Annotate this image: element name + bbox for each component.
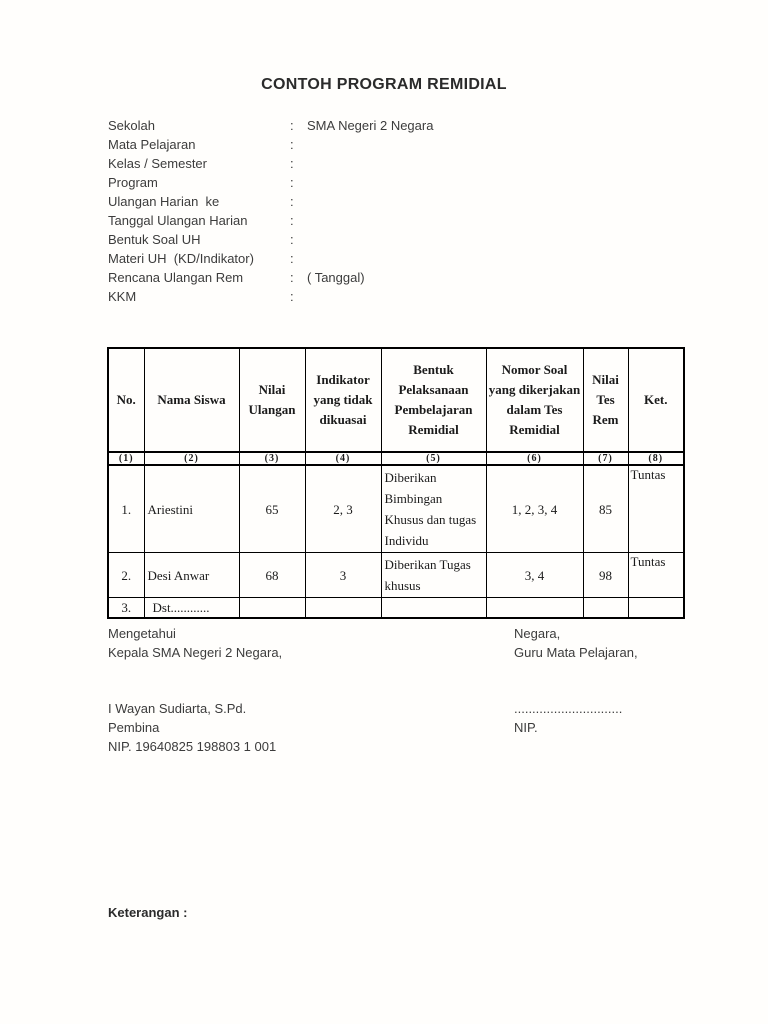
cell-nilai-ulangan: 68 [239,553,305,598]
signature-mengetahui: Mengetahui [108,626,176,641]
field-label: Bentuk Soal UH [108,232,201,247]
col-number: (3) [239,452,305,465]
page-title: CONTOH PROGRAM REMIDIAL [261,76,507,93]
keterangan-label: Keterangan : [108,905,188,920]
col-number: (7) [583,452,628,465]
table-header-row [108,348,684,452]
col-header-no: No. [108,348,144,452]
field-value: SMA Negeri 2 Negara [307,118,434,133]
signature-left-header [108,624,282,662]
cell-nilai-ulangan [239,598,305,619]
cell-bentuk-pelaksanaan: Diberikan Tugas khusus [381,553,486,598]
cell-indikator: 3 [305,553,381,598]
col-header-nilai-tes: Nilai Tes Rem [583,348,628,452]
signature-nip-blank: NIP. [514,720,538,735]
col-number: (5) [381,452,486,465]
info-field-materi-uh [108,249,668,268]
column-number-row [108,452,684,465]
cell-no: 1. [108,465,144,553]
col-number: (1) [108,452,144,465]
col-number: (6) [486,452,583,465]
cell-no: 2. [108,553,144,598]
field-colon: : [290,194,294,209]
cell-nomor-soal [486,598,583,619]
signature-right-identity [514,699,622,737]
field-colon: : [290,251,294,266]
cell-nilai-tes [583,598,628,619]
info-field-rencana-ulangan [108,268,668,287]
cell-no: 3. [108,598,144,619]
cell-nomor-soal: 1, 2, 3, 4 [486,465,583,553]
cell-ket: Tuntas [628,465,684,553]
cell-nama: Dst............ [144,598,239,619]
field-colon: : [290,118,294,133]
info-field-tanggal-ulangan [108,211,668,230]
info-field-kelas-semester [108,154,668,173]
table-row [108,553,684,598]
signature-kepala-sekolah: Kepala SMA Negeri 2 Negara, [108,645,283,660]
field-value: ( Tanggal) [307,270,365,285]
signature-dotted-line: .............................. [514,701,623,716]
col-number: (2) [144,452,239,465]
field-label: KKM [108,289,137,304]
col-header-indikator: Indikator yang tidak dikuasai [305,348,381,452]
cell-ket [628,598,684,619]
field-label: Tanggal Ulangan Harian [108,213,248,228]
field-label: Materi UH (KD/Indikator) [108,251,254,266]
field-colon: : [290,175,294,190]
field-label: Rencana Ulangan Rem [108,270,244,285]
signature-right-header [514,624,638,662]
cell-nama: Desi Anwar [144,553,239,598]
field-colon: : [290,289,294,304]
cell-nomor-soal: 3, 4 [486,553,583,598]
field-colon: : [290,137,294,152]
field-label: Program [108,175,158,190]
table-row [108,598,684,619]
info-field-bentuk-soal [108,230,668,249]
field-label: Ulangan Harian ke [108,194,220,209]
cell-nilai-tes: 98 [583,553,628,598]
col-header-nilai-ulangan: Nilai Ulangan [239,348,305,452]
cell-nilai-ulangan: 65 [239,465,305,553]
info-field-sekolah [108,116,668,135]
cell-nama: Ariestini [144,465,239,553]
field-colon: : [290,213,294,228]
signature-left-identity [108,699,276,756]
table-row [108,465,684,553]
col-header-bentuk-pelaksanaan: Bentuk Pelaksanaan Pembelajaran Remidial [381,348,486,452]
field-label: Mata Pelajaran [108,137,196,152]
info-field-program [108,173,668,192]
signature-place: Negara, [514,626,561,641]
signature-guru: Guru Mata Pelajaran, [514,645,638,660]
info-fields [108,116,668,306]
field-colon: : [290,270,294,285]
cell-ket: Tuntas [628,553,684,598]
cell-nilai-tes: 85 [583,465,628,553]
field-label: Kelas / Semester [108,156,207,171]
signature-nip: NIP. 19640825 198803 1 001 [108,739,277,754]
cell-bentuk-pelaksanaan [381,598,486,619]
field-label: Sekolah [108,118,155,133]
field-colon: : [290,156,294,171]
col-number: (4) [305,452,381,465]
col-header-nama-siswa: Nama Siswa [144,348,239,452]
info-field-mata-pelajaran [108,135,668,154]
col-header-nomor-soal: Nomor Soal yang dikerjakan dalam Tes Remidial [486,348,583,452]
cell-indikator [305,598,381,619]
cell-indikator: 2, 3 [305,465,381,553]
col-header-ket: Ket. [628,348,684,452]
remedial-program-table [107,347,685,619]
signature-name: I Wayan Sudiarta, S.Pd. [108,701,247,716]
info-field-ulangan-harian-ke [108,192,668,211]
field-colon: : [290,232,294,247]
col-number: (8) [628,452,684,465]
signature-rank: Pembina [108,720,160,735]
info-field-kkm [108,287,668,306]
cell-bentuk-pelaksanaan: Diberikan Bimbingan Khusus dan tugas Individu [381,465,486,553]
